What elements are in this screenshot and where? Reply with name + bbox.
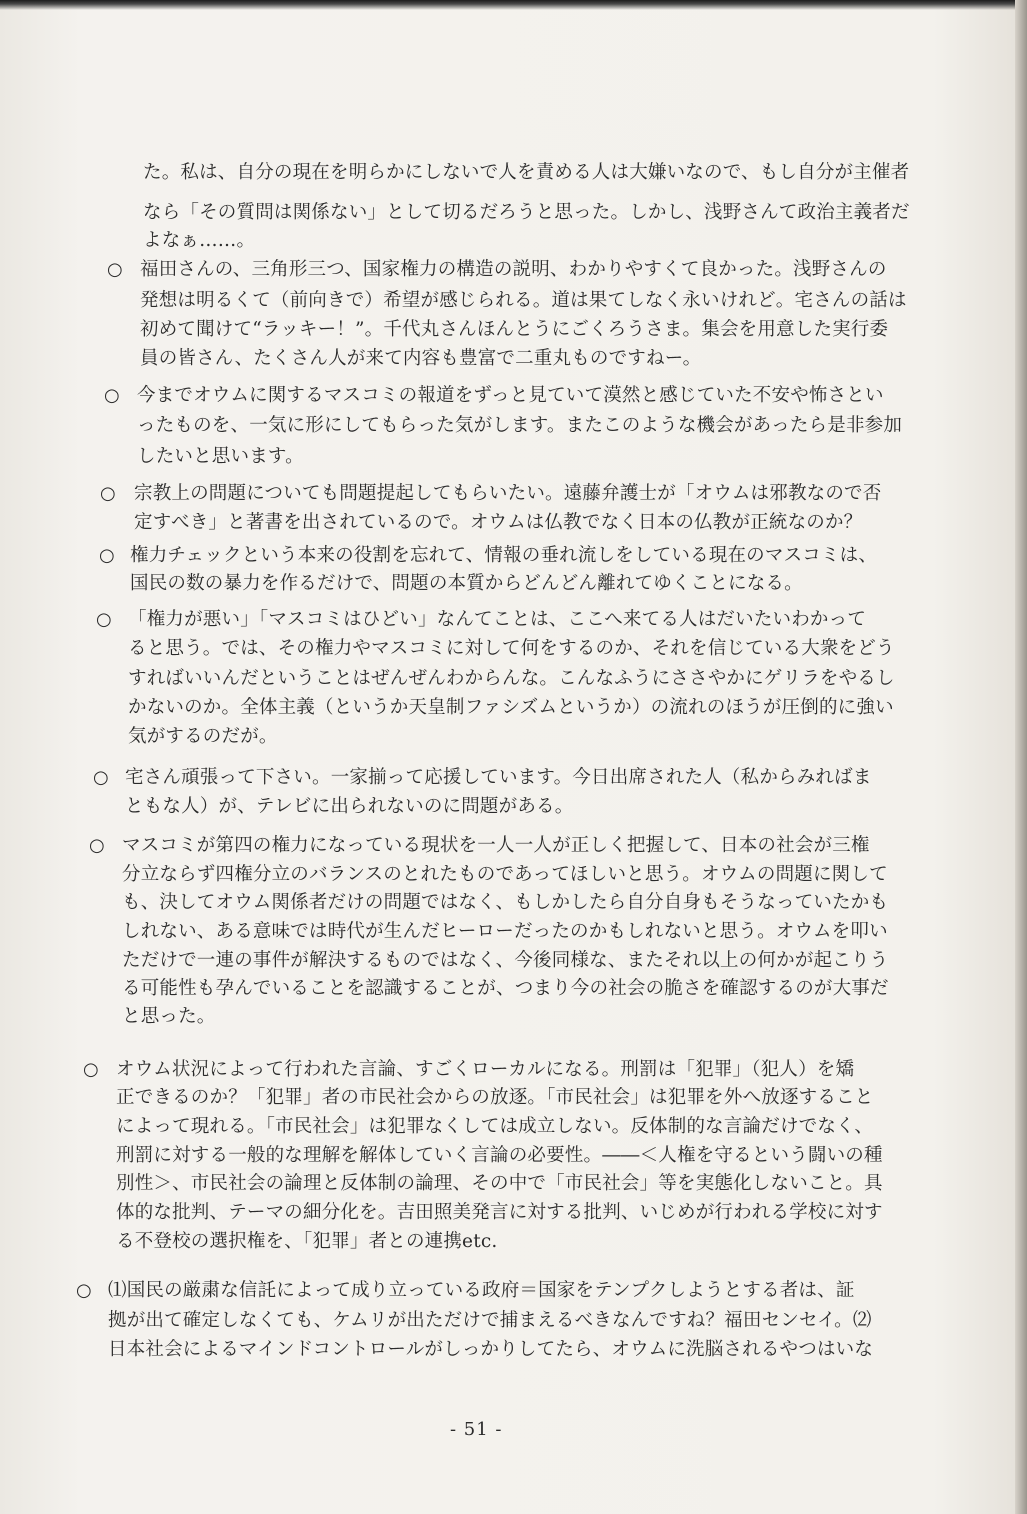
comment-bullet: ○	[83, 1059, 99, 1080]
comment-line: マスコミが第四の権力になっている現状を一人一人が正しく把握して、日本の社会が三権	[122, 835, 870, 856]
comment-line: ともな人）が、テレビに出られないのに問題がある。	[125, 796, 574, 817]
comment-bullet: ○	[96, 609, 112, 630]
comment-line: よなぁ……。	[143, 230, 256, 251]
comment-line: すればいいんだということはぜんぜんわからんな。こんなふうにささやかにゲリラをやるし	[128, 668, 895, 689]
comment-line: したいと思います。	[137, 446, 304, 467]
comment-bullet: ○	[93, 767, 109, 788]
comment-line: 体的な批判、テーマの細分化を。吉田照美発言に対する批判、いじめが行われる学校に対す	[116, 1202, 883, 1223]
comment-bullet: ○	[107, 259, 123, 280]
comment-line: オウム状況によって行われた言論、すごくローカルになる。刑罰は「犯罪」（犯人）を矯	[116, 1059, 855, 1080]
comment-line: た。私は、自分の現在を明らかにしないで人を責める人は大嫌いなので、もし自分が主催者	[143, 162, 910, 183]
comment-line: る不登校の選択権を、「犯罪」者との連携etc.	[116, 1231, 498, 1252]
comment-line: ただけで一連の事件が解決するものではなく、今後同様な、またそれ以上の何かが起こりう	[122, 950, 889, 971]
comment-line: も、決してオウム関係者だけの問題ではなく、もしかしたら自分自身もそうなっていたかも	[122, 892, 889, 913]
comment-line: 権力チェックという本来の役割を忘れて、情報の垂れ流しをしている現在のマスコミは、	[130, 545, 878, 566]
comment-line: 拠が出て確定しなくても、ケムリが出ただけで捕まえるべきなんですね？福田センセイ。⑵	[108, 1310, 872, 1331]
comment-line: ⑴国民の厳粛な信託によって成り立っている政府＝国家をテンプクしようとする者は、証	[108, 1280, 855, 1301]
page-number: - 51 -	[450, 1419, 503, 1440]
comment-bullet: ○	[100, 483, 116, 504]
comment-line: ると思う。では、その権力やマスコミに対して何をするのか、それを信じている大衆をどう	[128, 638, 895, 659]
scan-top-edge	[0, 0, 1027, 10]
comment-line: 日本社会によるマインドコントロールがしっかりしてたら、オウムに洗脳されるやつはいな	[108, 1339, 874, 1360]
comment-line: 気がするのだが。	[128, 726, 278, 747]
comment-line: 正できるのか？「犯罪」者の市民社会からの放逐。「市民社会」は犯罪を外へ放逐すること	[116, 1087, 874, 1108]
comment-bullet: ○	[89, 835, 105, 856]
comment-line: 別性＞、市民社会の論理と反体制の論理、その中で「市民社会」等を実態化しないこと。具	[116, 1173, 883, 1194]
comment-line: 分立ならず四権分立のバランスのとれたものであってほしいと思う。オウムの問題に関して	[122, 864, 888, 885]
comment-line: 今までオウムに関するマスコミの報道をずっと見ていて漠然と感じていた不安や怖さとい	[137, 385, 884, 406]
comment-line: なら「その質問は関係ない」として切るだろうと思った。しかし、浅野さんて政治主義者だ	[143, 202, 910, 223]
comment-line: 発想は明るくて（前向きで）希望が感じられる。道は果てしなく永いけれど。宅さんの話は	[140, 290, 907, 311]
comment-bullet: ○	[99, 545, 115, 566]
comment-line: 初めて聞けて“ラッキー！”。千代丸さんほんとうにごくろうさま。集会を用意した実行委	[140, 319, 889, 340]
comment-bullet: ○	[104, 385, 120, 406]
comment-line: 宅さん頑張って下さい。一家揃って応援しています。今日出席された人（私からみればま	[125, 767, 872, 788]
scan-right-edge	[1015, 0, 1027, 1514]
comment-line: と思った。	[122, 1006, 216, 1027]
comment-line: 福田さんの、三角形三つ、国家権力の構造の説明、わかりやすくて良かった。浅野さんの	[140, 259, 887, 280]
comment-line: ったものを、一気に形にしてもらった気がします。またこのような機会があったら是非参加	[137, 415, 903, 436]
comment-line: 定すべき」と著書を出されているので。オウムは仏教でなく日本の仏教が正統なのか？	[134, 512, 863, 533]
comment-line: る可能性も孕んでいることを認識することが、つまり今の社会の脆さを確認するのが大事だ	[122, 978, 889, 999]
comment-line: 国民の数の暴力を作るだけで、問題の本質からどんどん離れてゆくことになる。	[130, 573, 803, 594]
comment-line: 刑罰に対する一般的な理解を解体していく言論の必要性。――＜人権を守るという闘いの種	[116, 1145, 883, 1166]
comment-line: 宗教上の問題についても問題提起してもらいたい。遠藤弁護士が「オウムは邪教なので否	[134, 483, 882, 504]
comment-line: しれない、ある意味では時代が生んだヒーローだったのかもしれないと思う。オウムを叩い	[122, 921, 888, 942]
comment-bullet: ○	[76, 1280, 92, 1301]
comment-line: 「権力が悪い」「マスコミはひどい」なんてことは、ここへ来てる人はだいたいわかって	[128, 609, 867, 630]
comment-line: によって現れる。「市民社会」は犯罪なくしては成立しない。反体制的な言論だけでなく、	[116, 1116, 874, 1137]
comment-line: 員の皆さん、たくさん人が来て内容も豊富で二重丸ものですねー。	[140, 348, 702, 369]
comment-line: かないのか。全体主義（というか天皇制ファシズムというか）の流れのほうが圧倒的に強い	[128, 697, 894, 718]
